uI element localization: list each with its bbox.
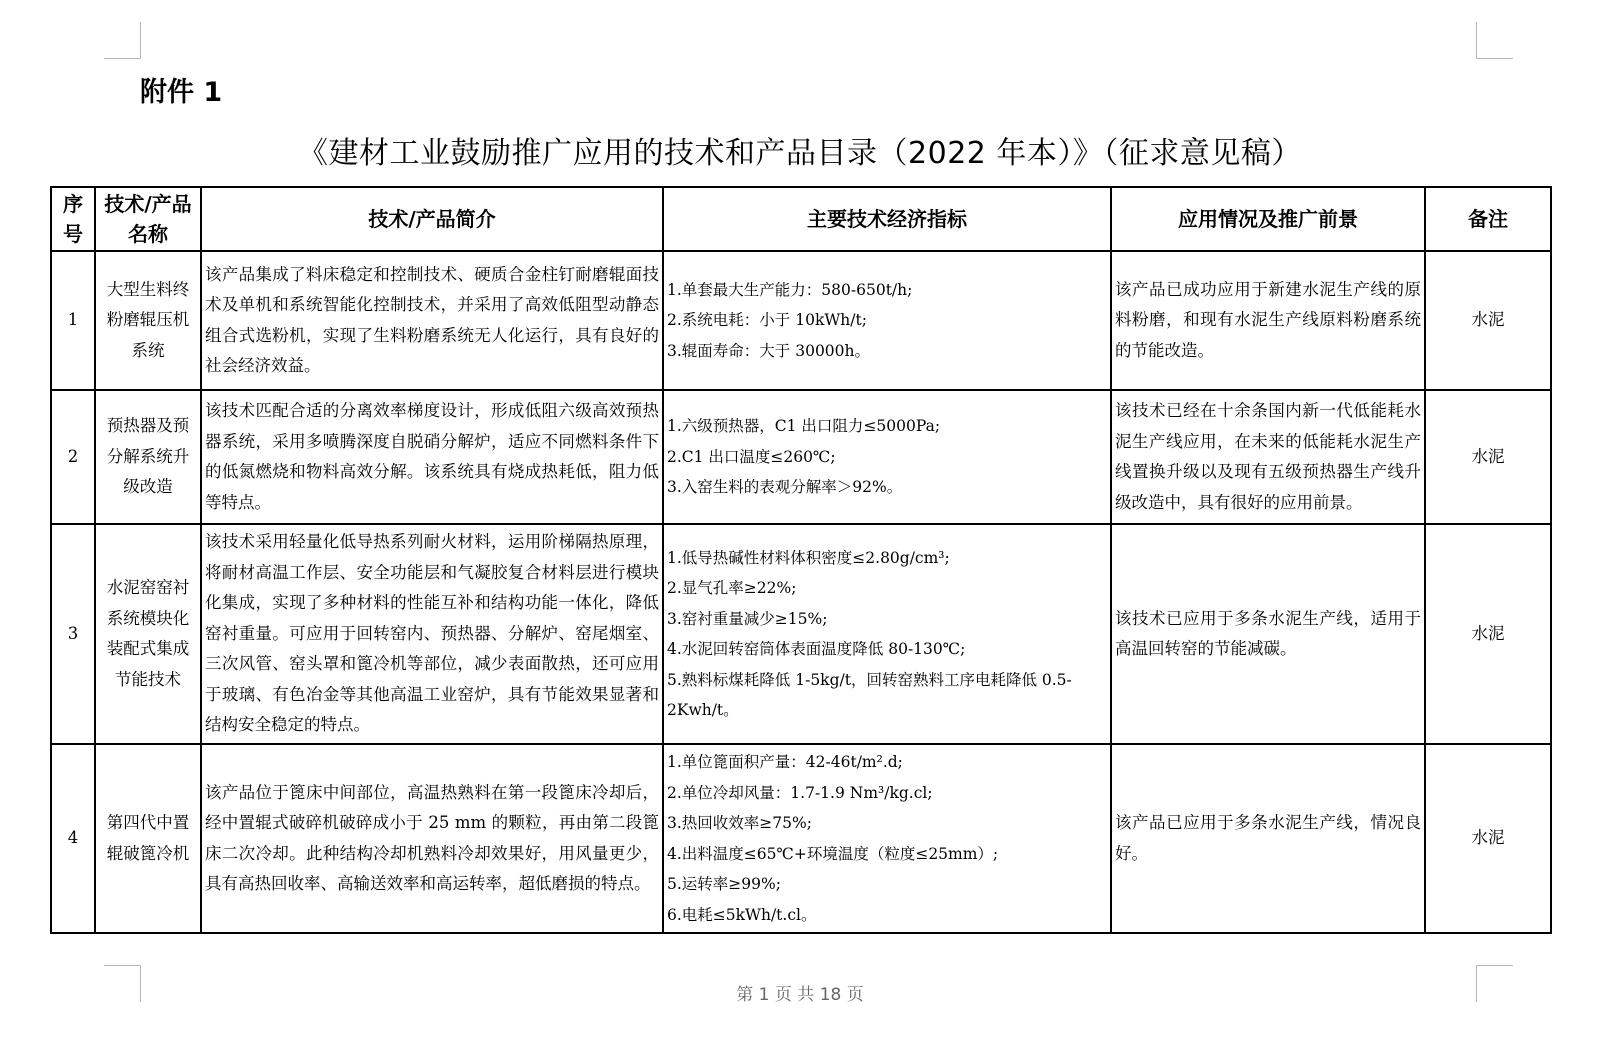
document-title: 《建材工业鼓励推广应用的技术和产品目录（2022 年本）》（征求意见稿） [298, 136, 1302, 171]
row-indicators [663, 390, 1111, 524]
row-intro: 该产品位于篦床中间部位，高温热熟料在第一段篦床冷却后，经中置辊式破碎机破碎成小于 25 mm 的颗粒，再由第二段篦床二次冷却。此种结构冷却机熟料冷却效果好，用风量更少，具有高热回收率、高输送效率和高运转率，超低磨损的特点。 [201, 744, 663, 933]
indicator-item: 5.运转率≥99%; [667, 875, 781, 893]
row-remark: 水泥 [1425, 524, 1551, 744]
indicator-item: 1.低导热碱性材料体积密度≤2.80g/cm³; [667, 548, 950, 567]
row-no: 2 [51, 390, 95, 524]
indicator-item: 2.显气孔率≥22%; [667, 579, 797, 597]
row-remark: 水泥 [1425, 744, 1551, 933]
header-intro: 技术/产品简介 [201, 187, 663, 251]
indicator-item: 1.单位篦面积产量：42-46t/m².d; [667, 753, 903, 771]
indicator-item: 2.系统电耗：小于 10kWh/t; [667, 311, 867, 330]
row-no: 4 [51, 744, 95, 933]
row-intro: 该技术匹配合适的分离效率梯度设计，形成低阻六级高效预热器系统，采用多喷腾深度自脱硝分解炉，适应不同燃料条件下的低氮燃烧和物料高效分解。该系统具有烧成热耗低，阻力低等特点。 [201, 390, 663, 524]
crop-mark-top-right [1476, 22, 1513, 59]
indicator-item: 1.单套最大生产能力：580-650t/h; [667, 280, 913, 299]
indicator-item: 3.辊面寿命：大于 30000h。 [667, 341, 871, 360]
page-number-footer: 第 1 页 共 18 页 [736, 985, 864, 1005]
row-no: 1 [51, 251, 95, 390]
table-row [51, 524, 1551, 744]
indicator-item: 3.窑衬重量减少≥15%; [667, 609, 828, 628]
indicator-item: 6.电耗≤5kWh/t.cl。 [667, 905, 817, 924]
indicator-item: 2.单位冷却风量：1.7-1.9 Nm³/kg.cl; [667, 783, 933, 802]
table-header-row [51, 187, 1551, 251]
row-application: 该产品已成功应用于新建水泥生产线的原料粉磨，和现有水泥生产线原料粉磨系统的节能改造。 [1111, 251, 1425, 390]
row-name: 水泥窑窑衬系统模块化装配式集成节能技术 [95, 524, 201, 744]
header-no: 序号 [51, 187, 95, 251]
indicator-item: 5.熟料标煤耗降低 1-5kg/t，回转窑熟料工序电耗降低 0.5-2Kwh/t。 [667, 670, 1072, 719]
indicator-item: 3.入窑生料的表观分解率＞92%。 [667, 478, 903, 497]
attachment-label: 附件 1 [140, 77, 223, 108]
row-name: 第四代中置辊破篦冷机 [95, 744, 201, 933]
row-no: 3 [51, 524, 95, 744]
row-indicators [663, 251, 1111, 390]
crop-mark-top-left [104, 22, 141, 59]
indicator-item: 2.C1 出口温度≤260℃; [667, 447, 836, 466]
row-name: 大型生料终粉磨辊压机系统 [95, 251, 201, 390]
catalog-table [50, 186, 1552, 934]
indicator-item: 1.六级预热器，C1 出口阻力≤5000Pa; [667, 417, 941, 436]
table-row [51, 744, 1551, 933]
header-name: 技术/产品名称 [95, 187, 201, 251]
row-intro: 该技术采用轻量化低导热系列耐火材料，运用阶梯隔热原理，将耐材高温工作层、安全功能层和气凝胶复合材料层进行模块化集成，实现了多种材料的性能互补和结构功能一体化，降低窑衬重量。可应用于回转窑内、预热器、分解炉、窑尾烟室、三次风管、窑头罩和篦冷机等部位，减少表面散热，还可应用于玻璃、有色冶金等其他高温工业窑炉，具有节能效果显著和结构安全稳定的特点。 [201, 524, 663, 744]
table-row [51, 390, 1551, 524]
row-application: 该技术已应用于多条水泥生产线，适用于高温回转窑的节能减碳。 [1111, 524, 1425, 744]
header-remark: 备注 [1425, 187, 1551, 251]
indicator-item: 4.水泥回转窑筒体表面温度降低 80-130℃; [667, 640, 966, 658]
row-intro: 该产品集成了料床稳定和控制技术、硬质合金柱钉耐磨辊面技术及单机和系统智能化控制技术，并采用了高效低阻型动静态组合式选粉机，实现了生料粉磨系统无人化运行，具有良好的社会经济效益。 [201, 251, 663, 390]
row-remark: 水泥 [1425, 251, 1551, 390]
row-name: 预热器及预分解系统升级改造 [95, 390, 201, 524]
row-indicators [663, 524, 1111, 744]
header-indicators: 主要技术经济指标 [663, 187, 1111, 251]
row-indicators [663, 744, 1111, 933]
row-remark: 水泥 [1425, 390, 1551, 524]
row-application: 该产品已应用于多条水泥生产线，情况良好。 [1111, 744, 1425, 933]
header-application: 应用情况及推广前景 [1111, 187, 1425, 251]
indicator-item: 3.热回收效率≥75%; [667, 814, 812, 832]
table-row [51, 251, 1551, 390]
indicator-item: 4.出料温度≤65℃+环境温度（粒度≤25mm）; [667, 844, 999, 863]
row-application: 该技术已经在十余条国内新一代低能耗水泥生产线应用，在未来的低能耗水泥生产线置换升级以及现有五级预热器生产线升级改造中，具有很好的应用前景。 [1111, 390, 1425, 524]
